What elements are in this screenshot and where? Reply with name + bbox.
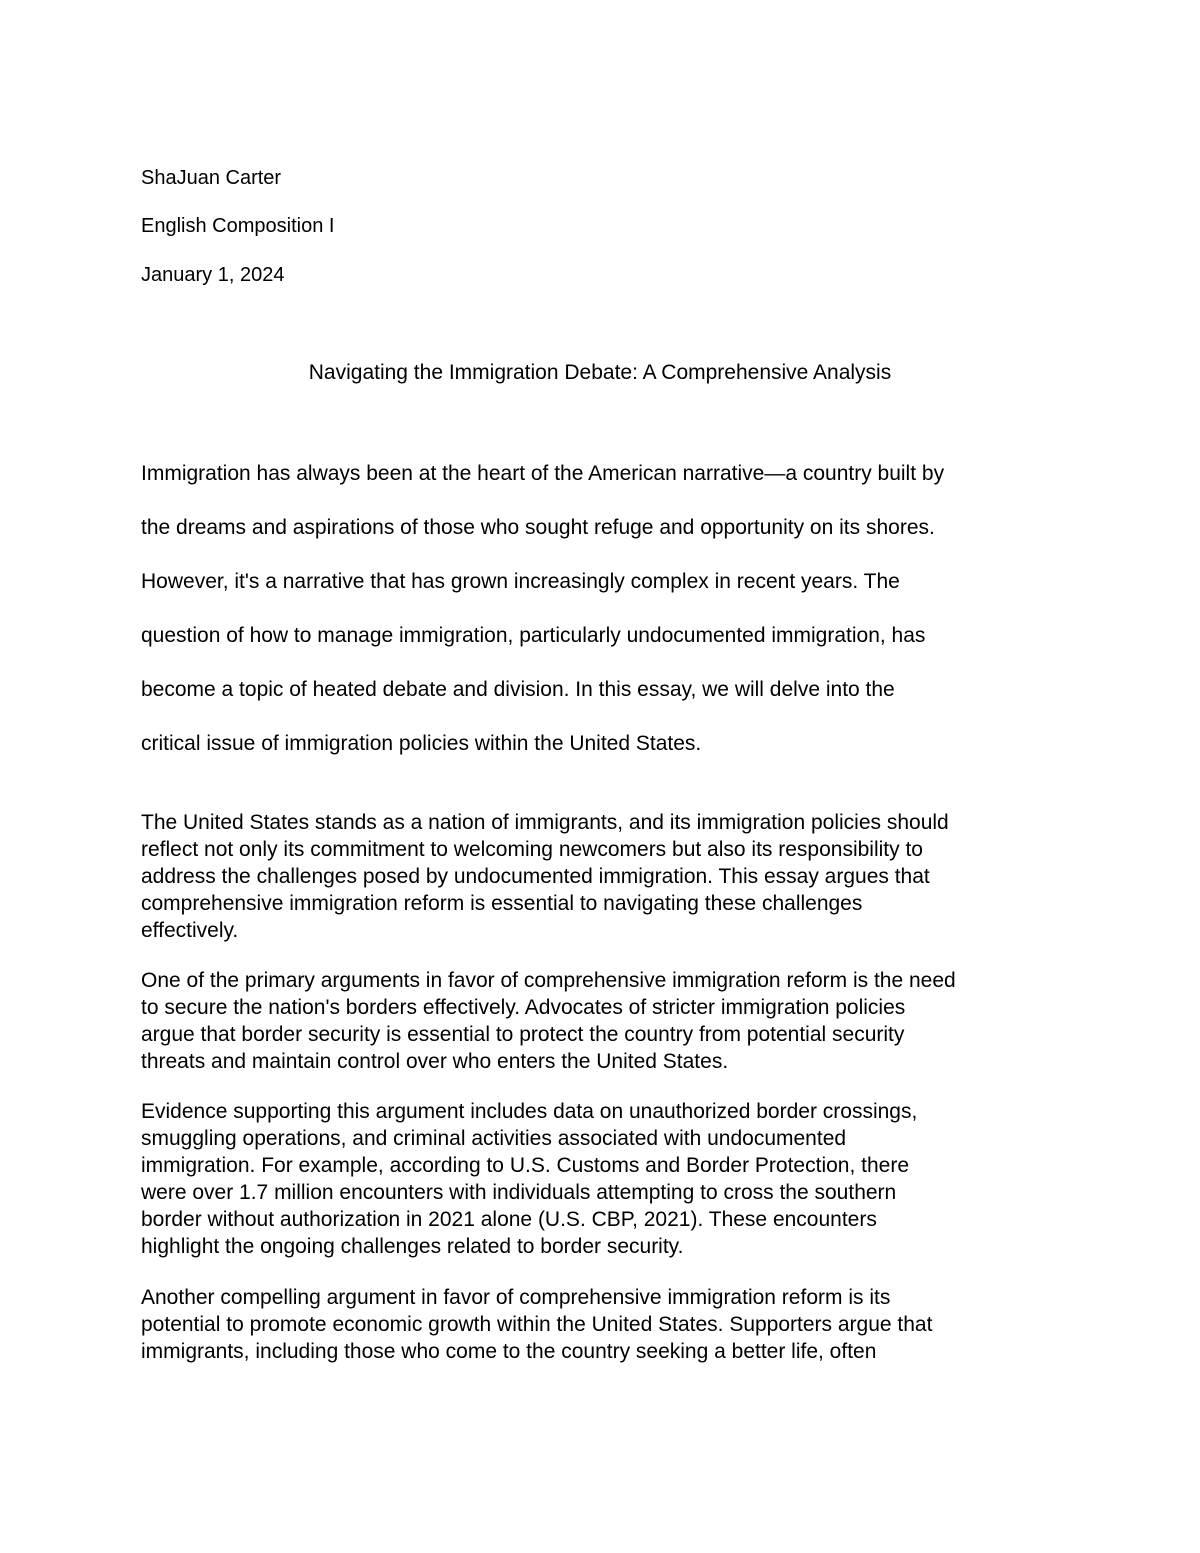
essay-title: Navigating the Immigration Debate: A Comprehensive Analysis — [308, 361, 892, 384]
paragraph-line: comprehensive immigration reform is essential to navigating these challenges — [141, 892, 863, 915]
body-paragraph-economic-growth — [141, 1284, 1071, 1365]
paragraph-line: immigration. For example, according to U.S. Customs and Border Protection, there — [141, 1154, 909, 1177]
paragraph-line: argue that border security is essential to protect the country from potential security — [141, 1023, 905, 1046]
paragraph-line: The United States stands as a nation of immigrants, and its immigration policies should — [141, 811, 949, 834]
paragraph-line: border without authorization in 2021 alone (U.S. CBP, 2021). These encounters — [141, 1208, 877, 1231]
paragraph-line: reflect not only its commitment to welcoming newcomers but also its responsibility to — [141, 838, 923, 861]
intro-line: However, it's a narrative that has grown increasingly complex in recent years. The — [141, 570, 900, 593]
paragraph-line: highlight the ongoing challenges related to border security. — [141, 1235, 684, 1258]
paragraph-line: effectively. — [141, 919, 239, 942]
paragraph-line: address the challenges posed by undocumented immigration. This essay argues that — [141, 865, 930, 888]
intro-line: question of how to manage immigration, particularly undocumented immigration, has — [141, 624, 926, 647]
essay-date: January 1, 2024 — [141, 264, 285, 286]
paragraph-line: were over 1.7 million encounters with individuals attempting to cross the southern — [141, 1181, 897, 1204]
paragraph-line: smuggling operations, and criminal activities associated with undocumented — [141, 1127, 847, 1150]
course-name: English Composition I — [141, 215, 335, 237]
intro-line: the dreams and aspirations of those who sought refuge and opportunity on its shores. — [141, 516, 935, 539]
paragraph-line: to secure the nation's borders effectively. Advocates of stricter immigration policies — [141, 996, 906, 1019]
paragraph-line: One of the primary arguments in favor of comprehensive immigration reform is the need — [141, 969, 956, 992]
paragraph-line: threats and maintain control over who enters the United States. — [141, 1050, 729, 1073]
paragraph-line: Another compelling argument in favor of comprehensive immigration reform is its — [141, 1286, 891, 1309]
paragraph-line: potential to promote economic growth within the United States. Supporters argue that — [141, 1313, 933, 1336]
paragraph-line: immigrants, including those who come to the country seeking a better life, often — [141, 1340, 877, 1363]
body-paragraph-evidence — [141, 1098, 1071, 1260]
intro-line: critical issue of immigration policies within the United States. — [141, 732, 702, 755]
author-name: ShaJuan Carter — [141, 167, 282, 189]
intro-line: become a topic of heated debate and division. In this essay, we will delve into the — [141, 678, 895, 701]
intro-line: Immigration has always been at the heart of the American narrative—a country built by — [141, 462, 945, 485]
paragraph-line: Evidence supporting this argument includes data on unauthorized border crossings, — [141, 1100, 918, 1123]
body-paragraph-border-security — [141, 967, 1071, 1075]
body-paragraph-thesis — [141, 809, 1071, 944]
